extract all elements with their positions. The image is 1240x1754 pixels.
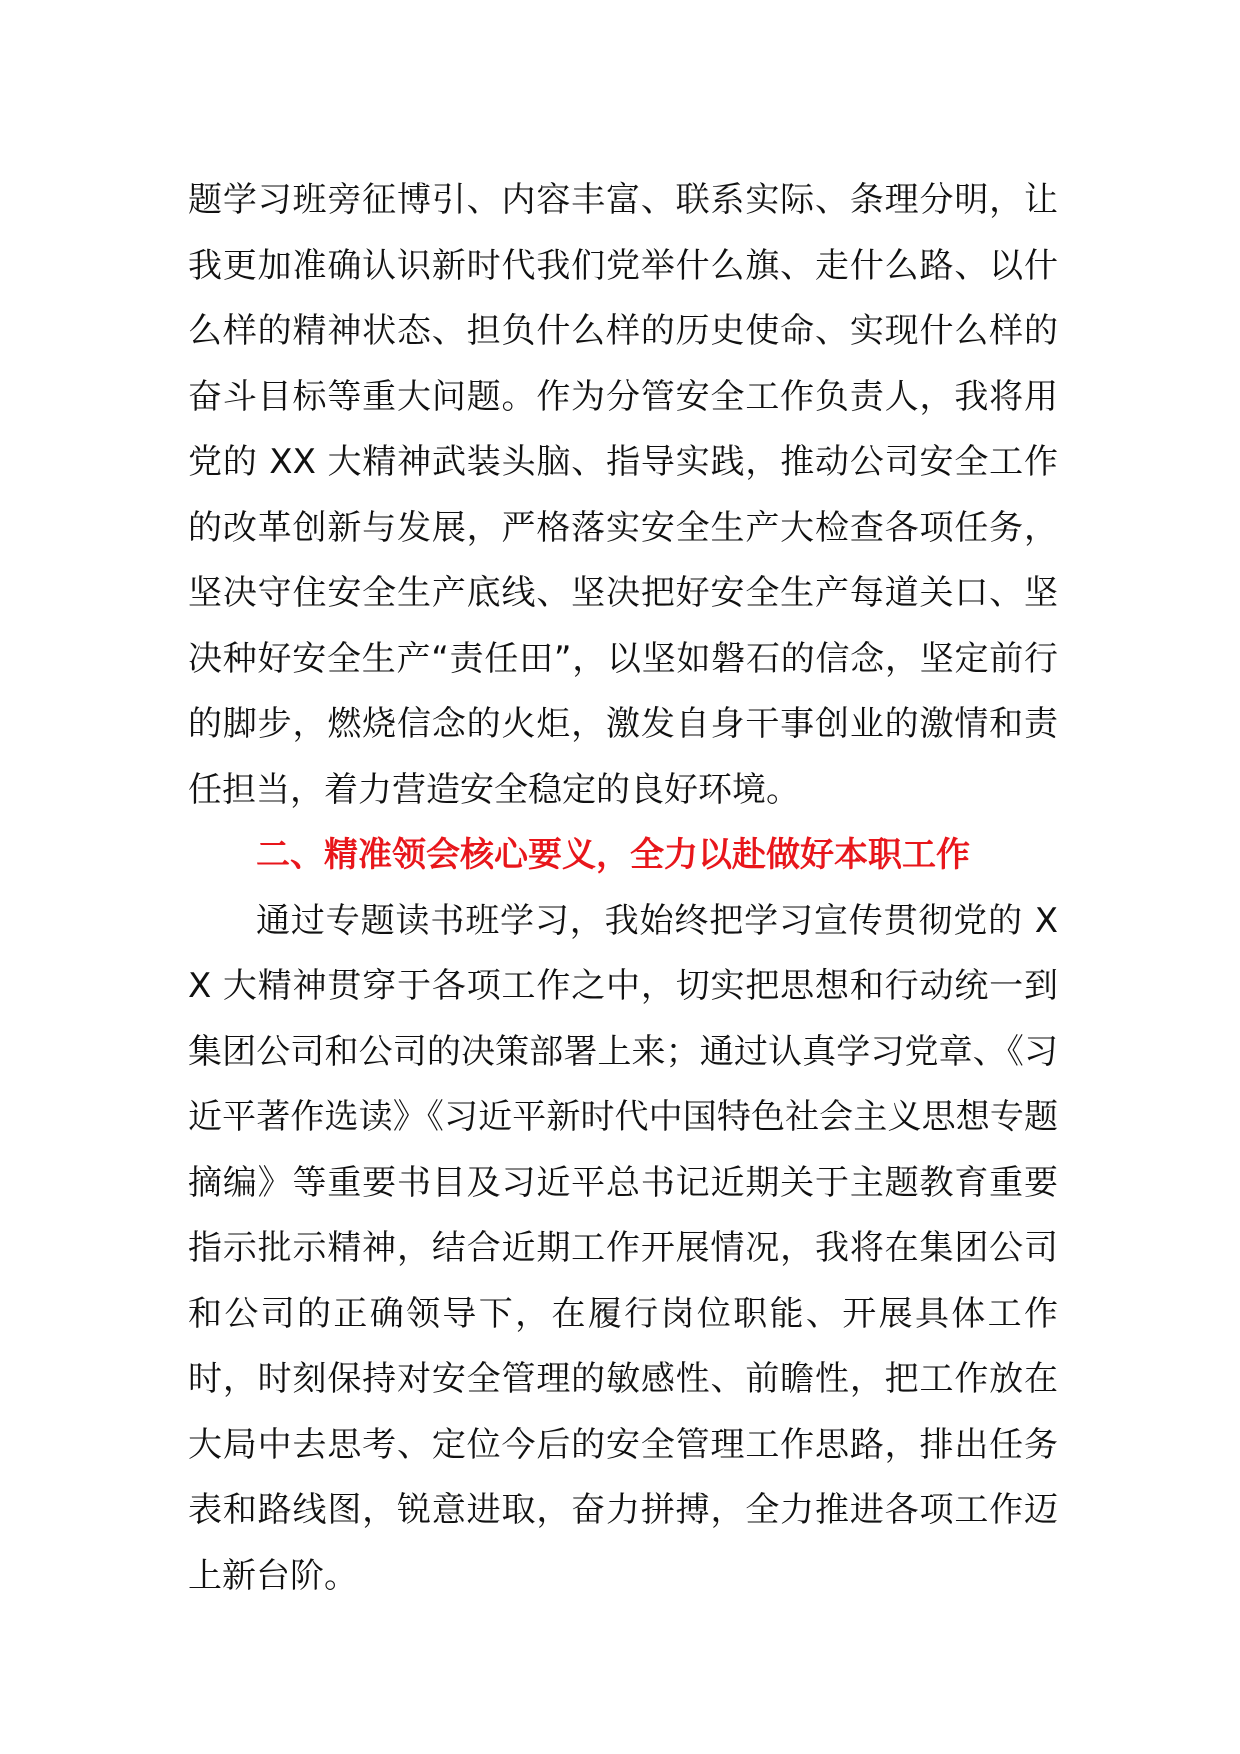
section-heading: 二、精准领会核心要义，全力以赴做好本职工作: [256, 835, 970, 875]
document-page: [188, 168, 1058, 1609]
paragraph-body: 通过专题读书班学习，我始终把学习宣传贯彻党的 XX 大精神贯穿于各项工作之中，切实把思想和行动统一到集团公司和公司的决策部署上来；通过认真学习党章、《习近平著作选读》《习近平新时代中国特色社会主义思想专题摘编》等重要书目及习近平总书记近期关于主题教育重要指示批示精神，结合近期工作开展情况，我将在集团公司和公司的正确领导下，在履行岗位职能、开展具体工作时，时刻保持对安全管理的敏感性、前瞻性，把工作放在大局中去思考、定位今后的安全管理工作思路，排出任务表和路线图，锐意进取，奋力拼搏，全力推进各项工作迈上新台阶。: [188, 900, 1058, 1596]
paragraph-continued: 题学习班旁征博引、内容丰富、联系实际、条理分明，让我更加准确认识新时代我们党举什么旗、走什么路、以什么样的精神状态、担负什么样的历史使命、实现什么样的奋斗目标等重大问题。作为分管安全工作负责人，我将用党的 XX 大精神武装头脑、指导实践，推动公司安全工作的改革创新与发展，严格落实安全生产大检查各项任务，坚决守住安全生产底线、坚决把好安全生产每道关口、坚决种好安全生产“责任田”，以坚如磐石的信念，坚定前行的脚步，燃烧信念的火炬，激发自身干事创业的激情和责任担当，着力营造安全稳定的良好环境。: [188, 180, 1058, 810]
